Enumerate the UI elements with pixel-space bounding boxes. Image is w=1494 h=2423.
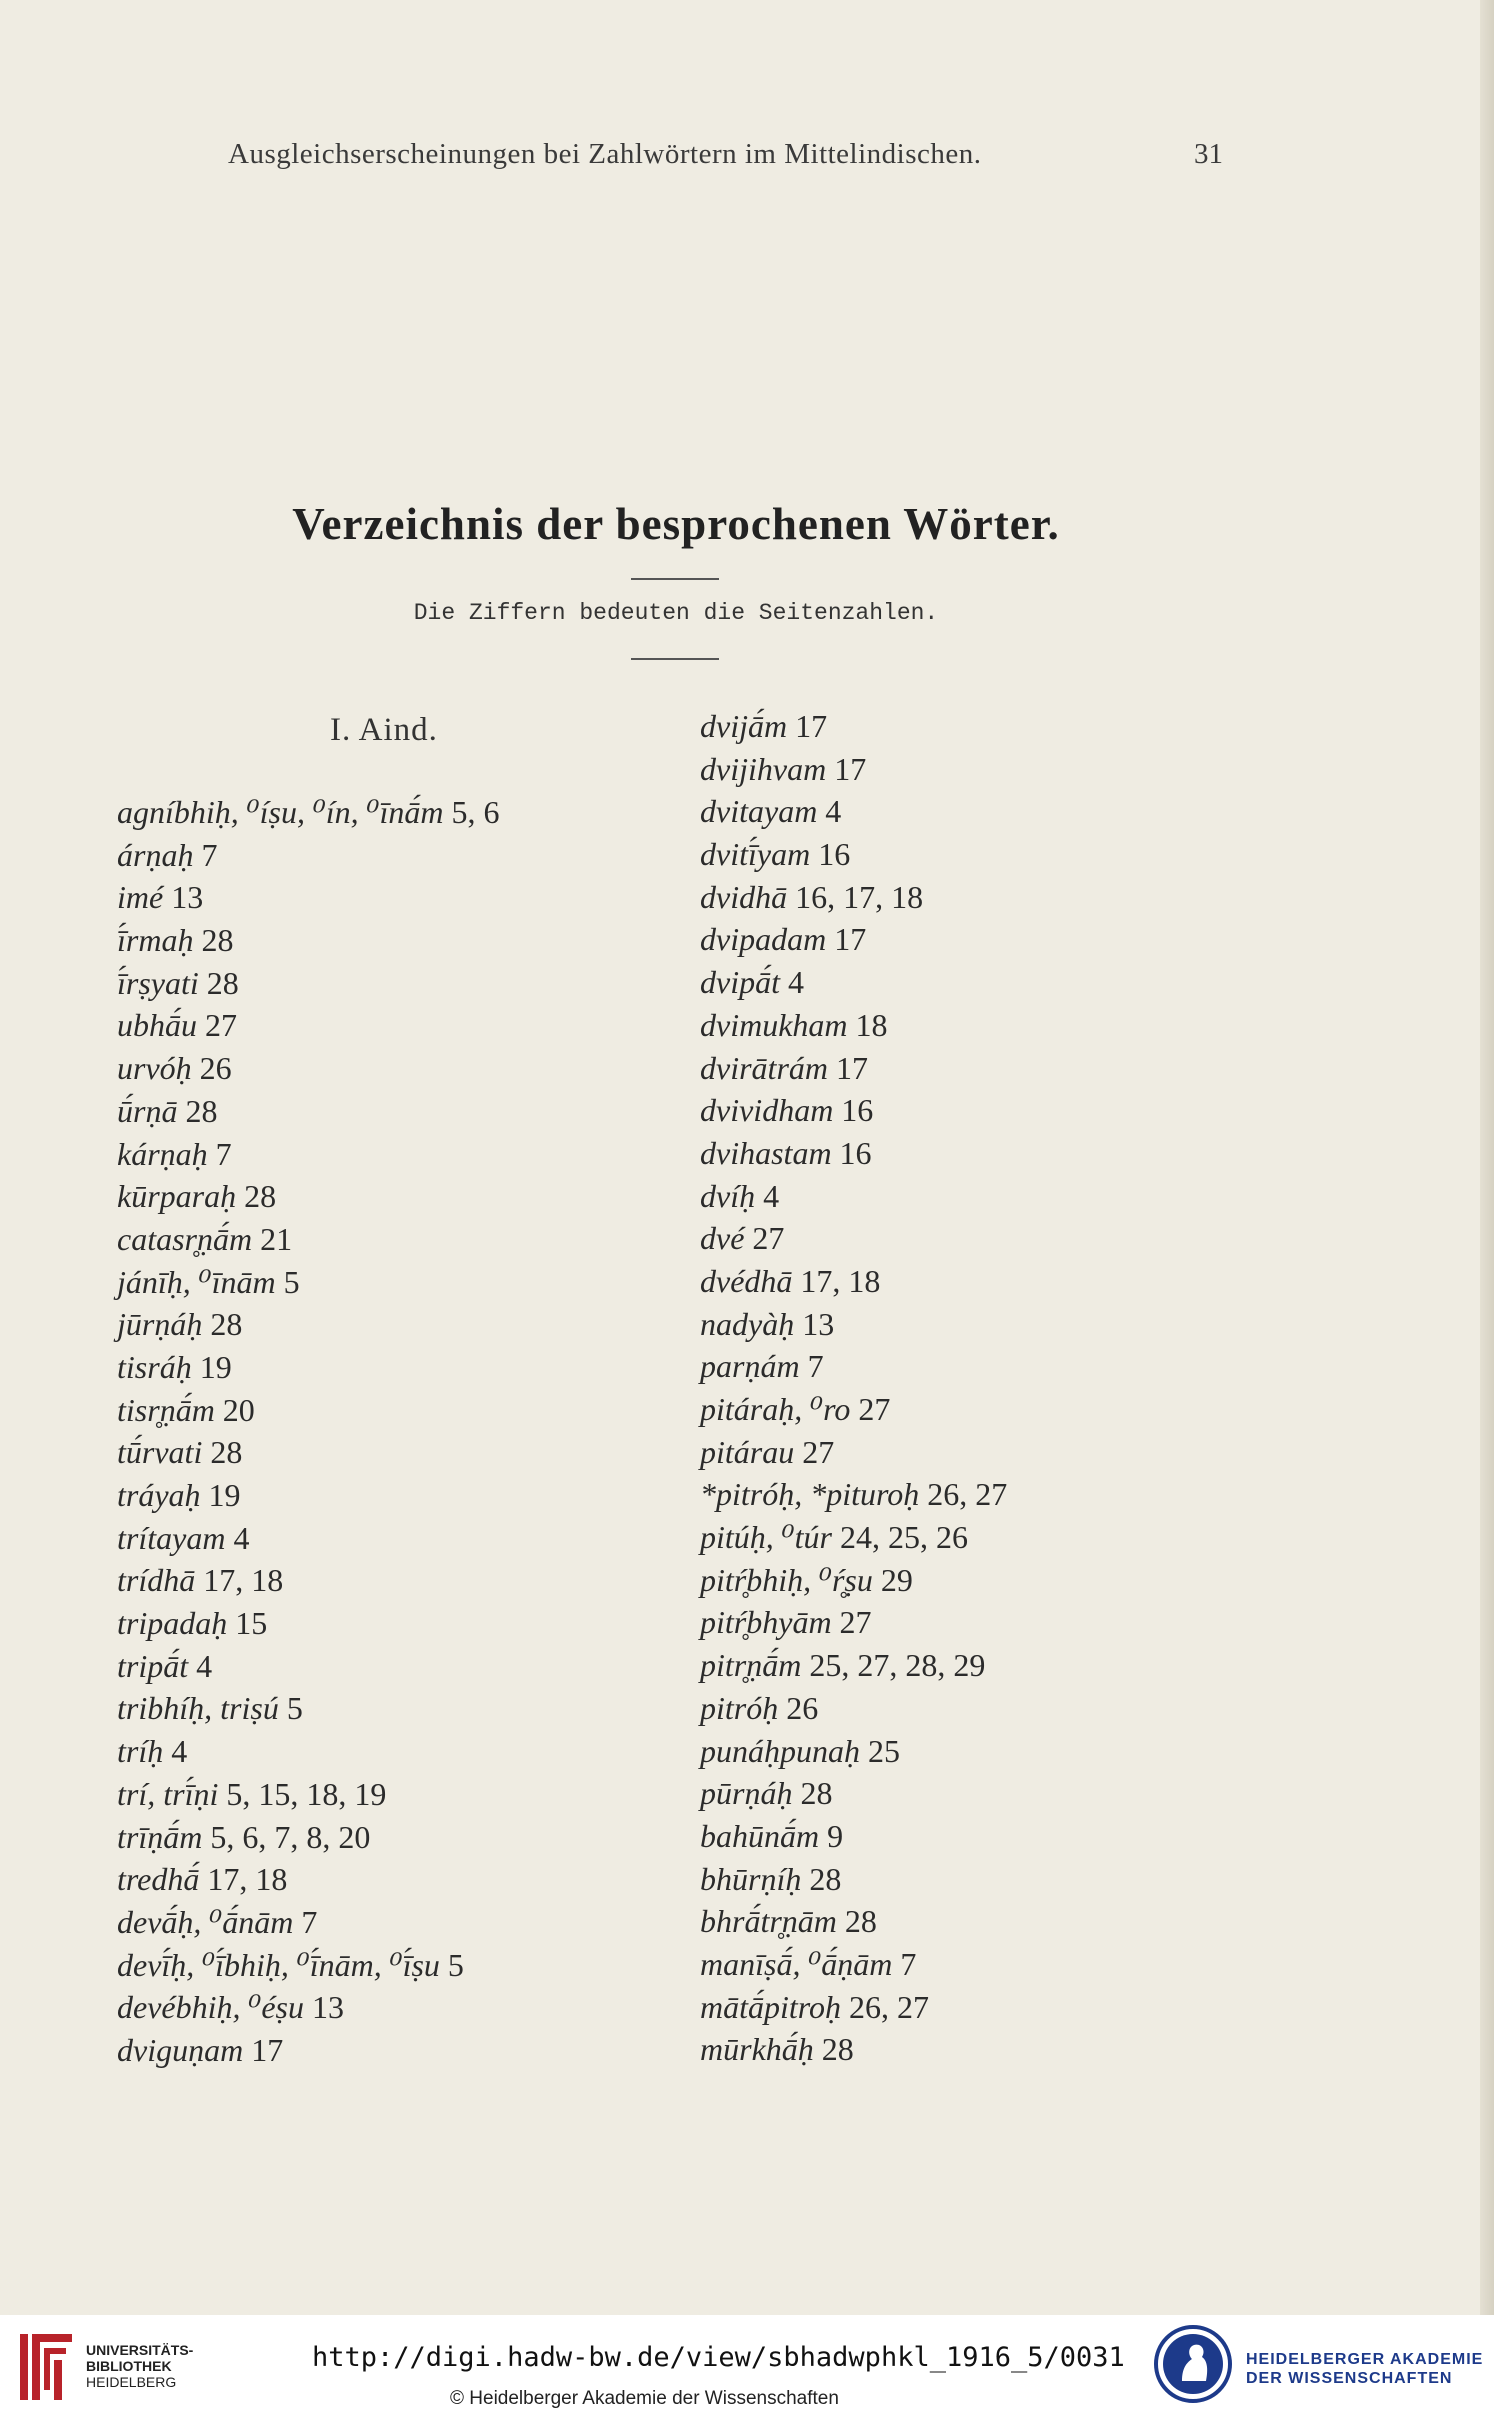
page-references: 17	[251, 2031, 284, 2068]
index-word: devī́ḥ, ⁰ī́bhiḥ, ⁰ī́nām, ⁰ī́ṣu	[117, 1946, 440, 1983]
page-references: 5, 6, 7, 8, 20	[210, 1818, 371, 1855]
page-references: 28	[185, 1092, 218, 1129]
index-entry	[117, 1261, 500, 1304]
index-word: tríḥ	[117, 1733, 164, 1770]
index-entry	[700, 1431, 1007, 1474]
page-references: 18	[855, 1006, 888, 1043]
page-references: 13	[802, 1305, 835, 1342]
page-references: 27	[752, 1220, 785, 1257]
page-references: 26, 27	[849, 1988, 930, 2025]
index-word: nadyàḥ	[700, 1305, 795, 1342]
index-column-right	[700, 705, 1007, 2071]
index-entry	[117, 1687, 500, 1730]
page-references: 27	[205, 1007, 237, 1044]
page-references: 16	[841, 1092, 874, 1129]
index-word: imé	[117, 879, 164, 916]
index-entry	[117, 962, 500, 1005]
page-references: 5	[286, 1690, 303, 1727]
index-entry	[117, 1730, 500, 1773]
index-entry	[117, 1303, 500, 1346]
index-word: parṇám	[700, 1348, 800, 1385]
page-references: 28	[201, 922, 234, 959]
subtitle: Die Ziffern bedeuten die Seitenzahlen.	[413, 600, 939, 626]
permalink-url[interactable]: http://digi.hadw-bw.de/view/sbhadwphkl_1916_5/0031	[312, 2342, 1125, 2373]
index-word: tribhíḥ, triṣú	[117, 1690, 279, 1727]
index-entry	[700, 1730, 1007, 1773]
index-word: kūrparaḥ	[117, 1178, 237, 1215]
index-entry	[700, 1815, 1007, 1858]
index-word: dvíḥ	[700, 1177, 756, 1214]
divider-top	[631, 578, 719, 580]
index-word: dvédhā	[700, 1262, 793, 1299]
index-entry	[700, 790, 1007, 833]
page-references: 7	[900, 1945, 917, 1982]
index-word: trítayam	[117, 1519, 226, 1556]
index-entry	[117, 1090, 500, 1133]
index-entry	[700, 1303, 1007, 1346]
index-word: urvóḥ	[117, 1050, 192, 1087]
page-references: 29	[880, 1561, 913, 1598]
page-references: 25	[868, 1732, 900, 1769]
page-references: 4	[763, 1177, 780, 1214]
index-word: trídhā	[117, 1562, 196, 1599]
page-references: 19	[199, 1348, 232, 1385]
index-word: devébhiḥ, ⁰éṣu	[117, 1989, 304, 2026]
page-references: 24, 25, 26	[839, 1519, 968, 1556]
index-entry	[700, 1132, 1007, 1175]
page-references: 9	[827, 1817, 844, 1854]
page-references: 5	[447, 1946, 464, 1983]
index-word: ī́rṣyati	[117, 964, 199, 1001]
index-entry	[700, 705, 1007, 748]
index-word: ubhā́u	[117, 1007, 197, 1044]
index-entry	[117, 1858, 500, 1901]
index-entry	[700, 1473, 1007, 1516]
index-entry	[700, 1858, 1007, 1901]
index-entry	[700, 1943, 1007, 1986]
index-word: tisráḥ	[117, 1348, 192, 1385]
index-word: mātā́pitroḥ	[700, 1988, 842, 2025]
index-entry	[700, 1004, 1007, 1047]
index-word: dvitī́yam	[700, 836, 811, 873]
index-entry	[700, 1047, 1007, 1090]
index-word: devā́ḥ, ⁰ā́nām	[117, 1903, 294, 1940]
library-line-3: HEIDELBERG	[86, 2374, 177, 2390]
index-entry	[117, 1517, 500, 1560]
page-references: 27	[858, 1391, 891, 1427]
page-references: 19	[208, 1477, 241, 1513]
index-entry	[700, 1900, 1007, 1943]
page-references: 17, 18	[800, 1262, 881, 1299]
page-references: 28	[800, 1775, 833, 1812]
index-word: dvirātrám	[700, 1049, 828, 1086]
index-word: mūrkhā́ḥ	[700, 2031, 814, 2068]
page-references: 17	[834, 921, 867, 958]
index-entry	[700, 1089, 1007, 1132]
index-word: pitúḥ, ⁰túr	[700, 1519, 832, 1556]
page-references: 20	[222, 1391, 255, 1428]
index-word: dvidhā	[700, 878, 788, 915]
page-references: 13	[171, 879, 204, 916]
index-word: kárṇaḥ	[117, 1135, 208, 1172]
index-word: agníbhiḥ, ⁰íṣu, ⁰ín, ⁰īnā́m	[117, 794, 444, 830]
index-entry	[700, 1644, 1007, 1687]
index-entry	[700, 1260, 1007, 1303]
index-word: tripā́t	[117, 1647, 189, 1684]
index-word: tredhā́	[117, 1861, 200, 1898]
index-word: dvihastam	[700, 1134, 832, 1171]
page-references: 16, 17, 18	[795, 878, 924, 915]
index-word: tisr̥ṇā́m	[117, 1391, 215, 1428]
index-word: dvitayam	[700, 793, 818, 830]
index-entry	[700, 1217, 1007, 1260]
index-word: dvé	[700, 1220, 745, 1257]
index-word: bhūrṇíḥ	[700, 1860, 802, 1897]
index-word: dviguṇam	[117, 2031, 244, 2068]
index-entry	[700, 2028, 1007, 2071]
index-word: tráyaḥ	[117, 1477, 201, 1513]
index-entry	[700, 748, 1007, 791]
index-entry	[117, 1047, 500, 1090]
index-entry	[117, 1389, 500, 1432]
index-word: pitáraḥ, ⁰ro	[700, 1391, 851, 1427]
index-entry	[700, 1986, 1007, 2029]
academy-line-2: DER WISSENSCHAFTEN	[1246, 2370, 1453, 2387]
index-entry	[117, 1901, 500, 1944]
academy-label	[1246, 2350, 1483, 2388]
academy-line-1: HEIDELBERGER AKADEMIE	[1246, 2351, 1484, 2368]
page-references: 5	[283, 1263, 300, 1300]
index-entry	[117, 1559, 500, 1602]
index-entry	[117, 2029, 500, 2072]
index-word: bahūnā́m	[700, 1817, 820, 1854]
page-title: Verzeichnis der besprochenen Wörter.	[292, 499, 1060, 549]
index-entry	[117, 876, 500, 919]
page-references: 4	[196, 1647, 213, 1684]
index-word: ī́rmaḥ	[117, 922, 194, 959]
divider-bottom	[631, 658, 719, 660]
page-references: 28	[210, 1434, 243, 1471]
index-word: tū́rvati	[117, 1434, 203, 1471]
page-references: 27	[802, 1433, 835, 1470]
index-word: punáḥpunaḥ	[700, 1732, 860, 1769]
index-entry	[117, 1218, 500, 1261]
index-word: ū́rṇā	[117, 1092, 178, 1129]
index-entry	[117, 1645, 500, 1688]
index-word: trīṇā́m	[117, 1818, 203, 1855]
index-entry	[117, 1133, 500, 1176]
index-word: pitr̥ṇā́m	[700, 1647, 802, 1684]
index-entry	[117, 1431, 500, 1474]
page-references: 16	[839, 1134, 872, 1171]
index-entry	[700, 961, 1007, 1004]
page-references: 7	[807, 1348, 824, 1385]
page-references: 4	[787, 964, 804, 1001]
index-entry	[117, 834, 500, 877]
index-entry	[700, 1687, 1007, 1730]
index-entry	[117, 1004, 500, 1047]
section-heading: I. Aind.	[330, 712, 438, 748]
index-entry	[117, 1944, 500, 1987]
page-references: 5, 6	[451, 794, 500, 830]
index-entry	[700, 1559, 1007, 1602]
page-references: 7	[215, 1135, 232, 1172]
page-references: 27	[839, 1604, 872, 1641]
index-word: jánīḥ, ⁰īnām	[117, 1263, 276, 1300]
page-references: 15	[235, 1605, 268, 1642]
index-entry	[700, 833, 1007, 876]
index-entry	[700, 876, 1007, 919]
page-references: 13	[311, 1989, 344, 2026]
index-entry	[700, 1175, 1007, 1218]
index-word: pitŕ̥bhyām	[700, 1604, 832, 1641]
page-number: 31	[1194, 138, 1223, 170]
index-word: dvividham	[700, 1092, 834, 1129]
page-references: 26	[786, 1689, 819, 1726]
page-edge	[1480, 0, 1494, 2315]
page-references: 17	[834, 750, 867, 787]
index-entry	[700, 1516, 1007, 1559]
index-word: trí, trī́ṇi	[117, 1775, 219, 1812]
index-word: manīṣā́, ⁰ā́ṇām	[700, 1945, 893, 1982]
academy-seal-icon	[1152, 2323, 1234, 2405]
index-entry	[117, 919, 500, 962]
index-entry	[700, 1601, 1007, 1644]
page-references: 4	[233, 1519, 250, 1556]
index-entry	[700, 1772, 1007, 1815]
page-references: 17	[836, 1049, 868, 1086]
index-entry	[117, 791, 500, 834]
copyright-notice: © Heidelberger Akademie der Wissenschaften	[450, 2388, 839, 2409]
page-references: 28	[821, 2031, 854, 2068]
index-word: *pitróḥ, *pituroḥ	[700, 1476, 920, 1513]
page-references: 28	[809, 1860, 842, 1897]
page-references: 25, 27, 28, 29	[809, 1647, 986, 1684]
page-references: 28	[244, 1178, 277, 1215]
page-references: 5, 15, 18, 19	[226, 1775, 387, 1812]
index-word: bhrā́tr̥ṇām	[700, 1903, 837, 1940]
index-entry	[700, 1345, 1007, 1388]
page-references: 7	[301, 1903, 318, 1940]
index-word: pitróḥ	[700, 1689, 779, 1726]
running-title: Ausgleichserscheinungen bei Zahlwörtern im Mittelindischen.	[228, 138, 982, 170]
index-word: dvijā́m	[700, 708, 788, 744]
index-entry	[117, 1346, 500, 1389]
page-references: 28	[206, 964, 239, 1001]
library-line-1: UNIVERSITÄTS-	[86, 2342, 194, 2358]
page-references: 16	[818, 836, 851, 873]
university-library-logo-icon	[16, 2330, 78, 2406]
index-word: tripadaḥ	[117, 1605, 228, 1642]
page-references: 21	[260, 1220, 293, 1257]
index-word: dvijihvam	[700, 750, 827, 787]
page-references: 4	[825, 793, 842, 830]
library-line-2: BIBLIOTHEK	[86, 2358, 172, 2374]
page-references: 26, 27	[927, 1476, 1008, 1513]
index-entry	[117, 1474, 500, 1517]
index-word: pitárau	[700, 1433, 795, 1470]
page-references: 17, 18	[207, 1861, 288, 1898]
page-references: 7	[201, 836, 218, 873]
page-references: 28	[844, 1903, 877, 1940]
index-entry	[117, 1175, 500, 1218]
index-word: pitŕ̥bhiḥ, ⁰ŕ̥ṣu	[700, 1561, 873, 1598]
index-word: catasr̥ṇā́m	[117, 1220, 253, 1257]
index-entry	[117, 1773, 500, 1816]
index-entry	[700, 918, 1007, 961]
index-word: dvimukham	[700, 1006, 848, 1043]
page-references: 4	[171, 1733, 188, 1770]
page-references: 17, 18	[203, 1562, 284, 1599]
page-references: 17	[795, 708, 828, 744]
index-word: jūrṇáḥ	[117, 1306, 203, 1343]
index-word: dvipā́t	[700, 964, 780, 1001]
university-library-label	[86, 2342, 193, 2390]
page-references: 28	[210, 1306, 243, 1343]
index-word: pūrṇáḥ	[700, 1775, 793, 1812]
index-entry	[117, 1986, 500, 2029]
index-column-left	[117, 791, 500, 2072]
index-word: dvipadam	[700, 921, 827, 958]
index-entry	[117, 1602, 500, 1645]
index-entry	[117, 1816, 500, 1859]
index-entry	[700, 1388, 1007, 1431]
index-word: árṇaḥ	[117, 836, 194, 873]
page-references: 26	[199, 1050, 232, 1087]
